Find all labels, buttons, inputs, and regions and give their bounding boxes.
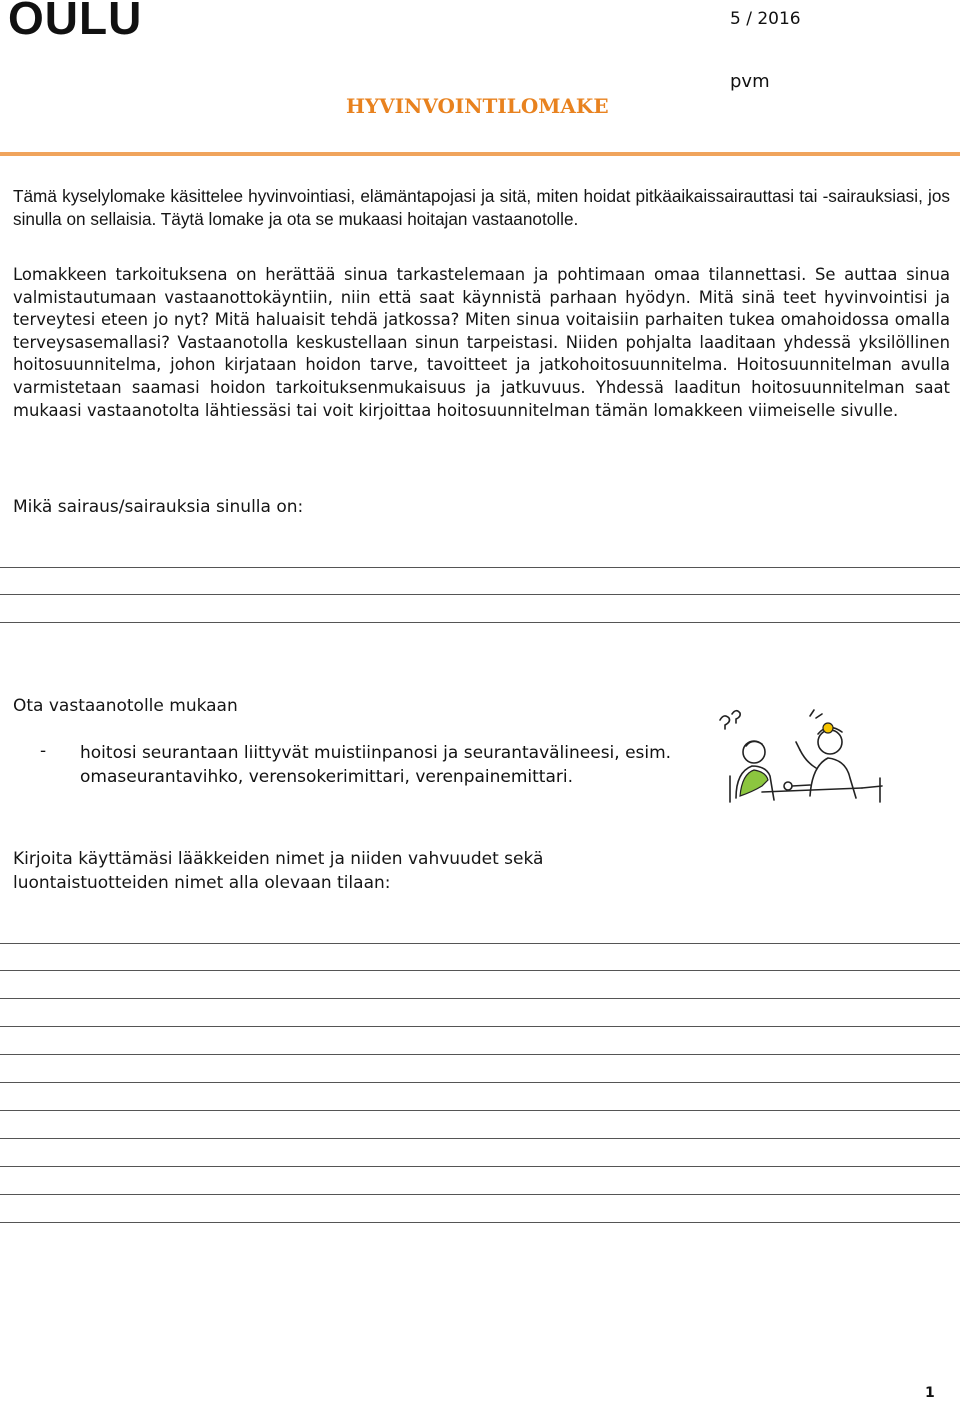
form-date: 5 / 2016: [730, 9, 801, 29]
bring-heading: Ota vastaanotolle mukaan: [13, 696, 238, 716]
medicines-question: Kirjoita käyttämäsi lääkkeiden nimet ja niiden vahvuudet sekä luontaistuotteiden nimet alla olevaan tilaan:: [13, 849, 544, 893]
intro-paragraph-1: [13, 185, 950, 230]
medicines-answer-line-1[interactable]: [0, 943, 960, 944]
bullet-marker: -: [40, 741, 47, 761]
form-title: HYVINVOINTILOMAKE: [346, 94, 609, 118]
intro-paragraph-2: [13, 264, 950, 422]
intro-paragraph-1-text: Tämä kyselylomake käsittelee hyvinvointiasi, elämäntapojasi ja sitä, miten hoidat pitkäaikaissairauttasi tai -sairauksiasi, jos sinulla on sellaisia. Täytä lomake ja ota se mukaasi hoitajan vastaanotolle.: [13, 186, 950, 229]
patient-nurse-illustration: [712, 706, 884, 814]
diseases-question: Mikä sairaus/sairauksia sinulla on:: [13, 497, 304, 517]
bring-bullet-text: hoitosi seurantaan liittyvät muistiinpanosi ja seurantavälineesi, esim. omaseurantavihko, verensokerimittari, verenpainemittari.: [80, 743, 672, 787]
patient-nurse-illustration-svg: [712, 706, 884, 810]
page-number: 1: [925, 1385, 935, 1401]
medicines-answer-line-10[interactable]: [0, 1194, 960, 1195]
medicines-answer-line-9[interactable]: [0, 1166, 960, 1167]
diseases-answer-line-3[interactable]: [0, 622, 960, 623]
medicines-answer-line-11[interactable]: [0, 1222, 960, 1223]
header-divider: [0, 152, 960, 156]
medicines-answer-line-4[interactable]: [0, 1026, 960, 1027]
medicines-answer-line-7[interactable]: [0, 1110, 960, 1111]
medicines-answer-line-3[interactable]: [0, 998, 960, 999]
oulu-logo: OULU: [8, 0, 143, 44]
medicines-answer-line-8[interactable]: [0, 1138, 960, 1139]
medicines-answer-line-5[interactable]: [0, 1054, 960, 1055]
pvm-label: pvm: [730, 71, 770, 92]
medicines-answer-line-2[interactable]: [0, 970, 960, 971]
diseases-answer-line-1[interactable]: [0, 567, 960, 568]
diseases-answer-line-2[interactable]: [0, 594, 960, 595]
medicines-answer-line-6[interactable]: [0, 1082, 960, 1083]
intro-paragraph-2-text: Lomakkeen tarkoituksena on herättää sinua tarkastelemaan ja pohtimaan omaa tilannettasi. Se auttaa sinua valmistautumaan vastaanottokäyntiin, niin että saat käynnistä parhaan hyödyn. Mitä sinä teet hyvinvointisi ja terveytesi eteen jo nyt? Mitä haluaisit tehdä jatkossa? Miten sinua voitaisiin parhaiten tukea omahoidossa omalla terveysasemallasi? Vastaanotolla keskustellaan sinun tarpeistasi. Niiden pohjalta laaditaan yhdessä yksilöllinen hoitosuunnitelma, johon kirjataan hoidon tarve, tavoitteet ja jatkohoitosuunnitelma. Hoitosuunnitelman avulla varmistetaan saamasi hoidon tarkoituksenmukaisuus ja jatkuvuus. Yhdessä laaditun hoitosuunnitelman saat mukaasi vastaanotolta lähtiessäsi tai voit kirjoittaa hoitosuunnitelman tämän lomakkeen viimeiselle sivulle.: [13, 265, 950, 420]
